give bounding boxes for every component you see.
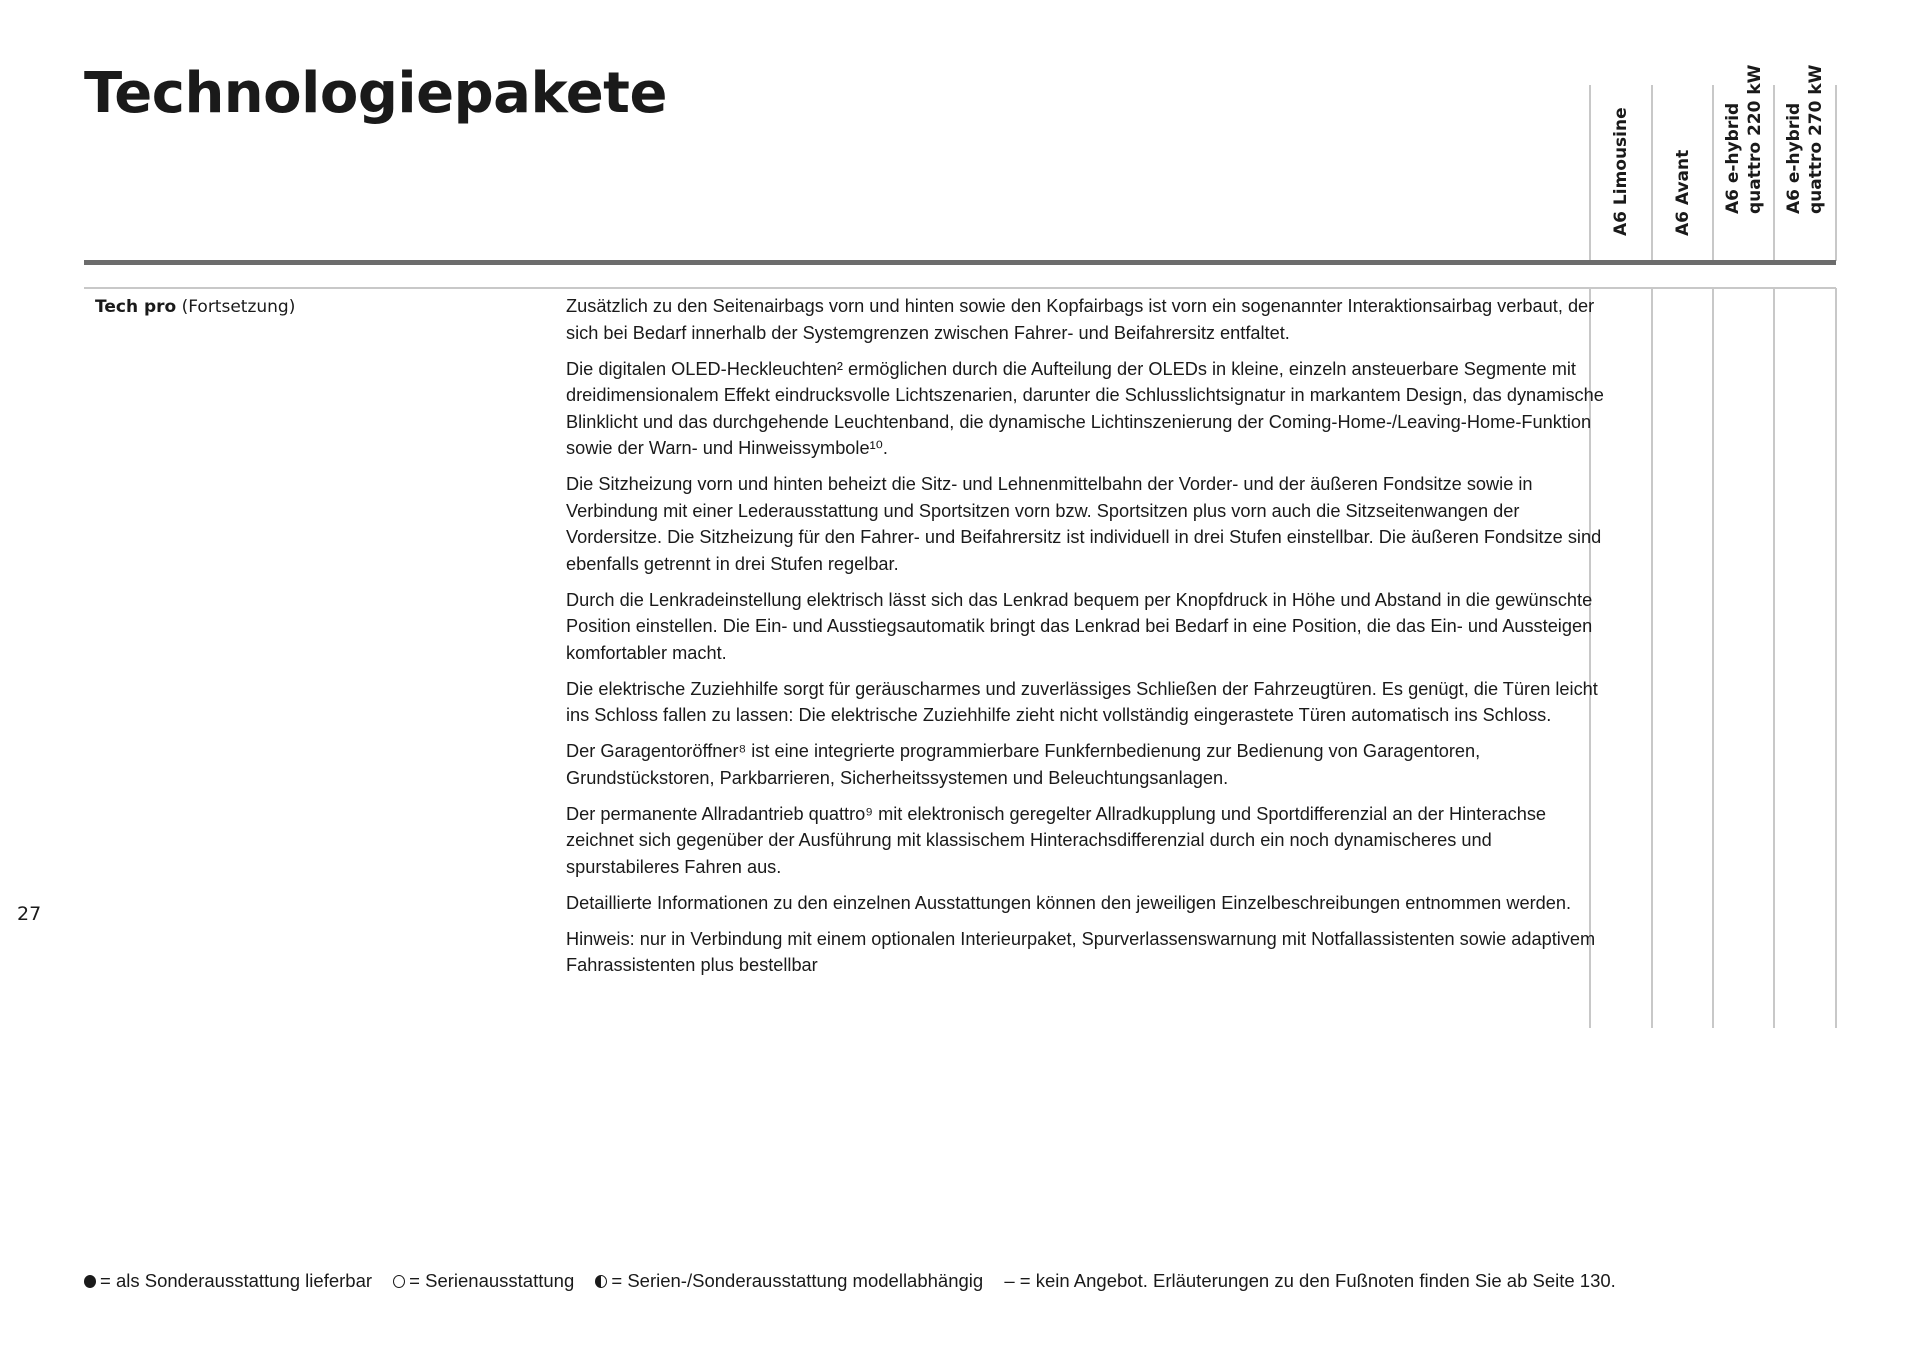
column-header-a6-limousine [1590, 85, 1651, 260]
package-description [566, 293, 1606, 988]
legend-item-optional: = als Sonderausstattung lieferbar [84, 1270, 377, 1291]
column-header-label: A6 Limousine [1610, 107, 1631, 236]
description-paragraph: Die elektrische Zuziehhilfe sorgt für geräuscharmes und zuverlässiges Schließen der Fahrzeugtüren. Es genügt, die Türen leicht ins Schloss fallen zu lassen: Die elektrische Zuziehhilfe zieht nicht vollständig eingerastete Türen automatisch ins Schloss. [566, 678, 1598, 725]
row-top-rule [84, 287, 1836, 289]
package-name: Tech pro [95, 297, 177, 317]
dash-icon: – [1004, 1270, 1015, 1291]
column-header-label: A6 Avant [1672, 149, 1693, 236]
column-header-label: A6 e-hybrid quattro 270 kW [1783, 64, 1826, 214]
legend [84, 1270, 1632, 1292]
description-paragraph: Der Garagentoröffner⁸ ist eine integrierte programmierbare Funkfernbedienung zur Bedienung von Garagentoren, Grundstückstoren, Parkbarrieren, Sicherheitssystemen und Beleuchtungsanlagen. [566, 741, 1481, 788]
description-paragraph: Hinweis: nur in Verbindung mit einem optionalen Interieurpaket, Spurverlassenswarnung mit Notfallassistenten sowie adaptivem Fahrassistenten plus bestellbar [566, 928, 1596, 975]
description-paragraph: Die Sitzheizung vorn und hinten beheizt die Sitz- und Lehnenmittelbahn der Vorder- und der äußeren Fondsitze sowie in Verbindung mit einer Lederausstattung und Sportsitzen vorn bzw. Sportsitzen plus vorn auch die Sitzseitenwangen der Vordersitze. Die Sitzheizung für den Fahrer- und Beifahrersitz ist individuell in drei Stufen einstellbar. Die äußeren Fondsitze sind ebenfalls getrennt in drei Stufen regelbar. [566, 474, 1602, 574]
header-rule [84, 260, 1836, 265]
description-paragraph: Die digitalen OLED-Heckleuchten² ermöglichen durch die Aufteilung der OLEDs in kleine, einzeln ansteuerbare Segmente mit dreidimensionalem Effekt eindrucksvolle Lichtszenarien, darunter die Schlusslichtsignatur in markantem Design, das dynamische Blinklicht und das durchgehende Leuchtenband, die dynamische Lichtinszenierung der Coming-Home-/Leaving-Home-Funktion sowie der Warn- und Hinweissymbole¹⁰. [566, 358, 1604, 458]
legend-item-model-dependent: = Serien-/Sonderausstattung modellabhängig [595, 1270, 988, 1291]
filled-circle-icon [84, 1275, 96, 1288]
description-paragraph: Zusätzlich zu den Seitenairbags vorn und hinten sowie den Kopfairbags ist vorn ein sogenannter Interaktionsairbag verbaut, der sich bei Bedarf innerhalb der Systemgrenzen zwischen Fahrer- und Beifahrersitz entfaltet. [566, 296, 1595, 343]
column-divider [1835, 85, 1837, 261]
column-divider [1712, 288, 1714, 1028]
column-header-a6-e-hybrid-220 [1713, 64, 1774, 260]
empty-circle-icon [393, 1275, 405, 1288]
column-header-label: A6 e-hybrid quattro 220 kW [1722, 64, 1765, 214]
column-divider [1773, 288, 1775, 1028]
description-paragraph: Durch die Lenkradeinstellung elektrisch lässt sich das Lenkrad bequem per Knopfdruck in Höhe und Abstand in die gewünschte Position einstellen. Die Ein- und Ausstiegsautomatik bringt das Lenkrad bei Bedarf in eine Position, die das Ein- und Aussteigen komfortabler macht. [566, 589, 1593, 663]
legend-item-standard: = Serienausstattung [393, 1270, 579, 1291]
column-divider [1651, 288, 1653, 1028]
column-header-a6-avant [1652, 85, 1713, 260]
half-circle-icon [595, 1275, 607, 1288]
legend-item-none: – = kein Angebot. Erläuterungen zu den Fußnoten finden Sie ab Seite 130. [1004, 1270, 1616, 1291]
package-suffix: (Fortsetzung) [181, 297, 296, 317]
description-paragraph: Detaillierte Informationen zu den einzelnen Ausstattungen können den jeweiligen Einzelbeschreibungen entnommen werden. [566, 892, 1572, 913]
column-divider [1835, 288, 1837, 1028]
description-paragraph: Der permanente Allradantrieb quattro⁹ mit elektronisch geregelter Allradkupplung und Sportdifferenzial an der Hinterachse zeichnet sich gegenüber der Ausführung mit klassischem Hinterachsdifferenzial durch ein noch dynamischeres und spurstabileres Fahren aus. [566, 803, 1547, 877]
page-title: Technologiepakete [84, 61, 667, 126]
page-number: 27 [17, 903, 42, 925]
row-label [95, 296, 295, 318]
column-header-a6-e-hybrid-270 [1774, 64, 1835, 260]
